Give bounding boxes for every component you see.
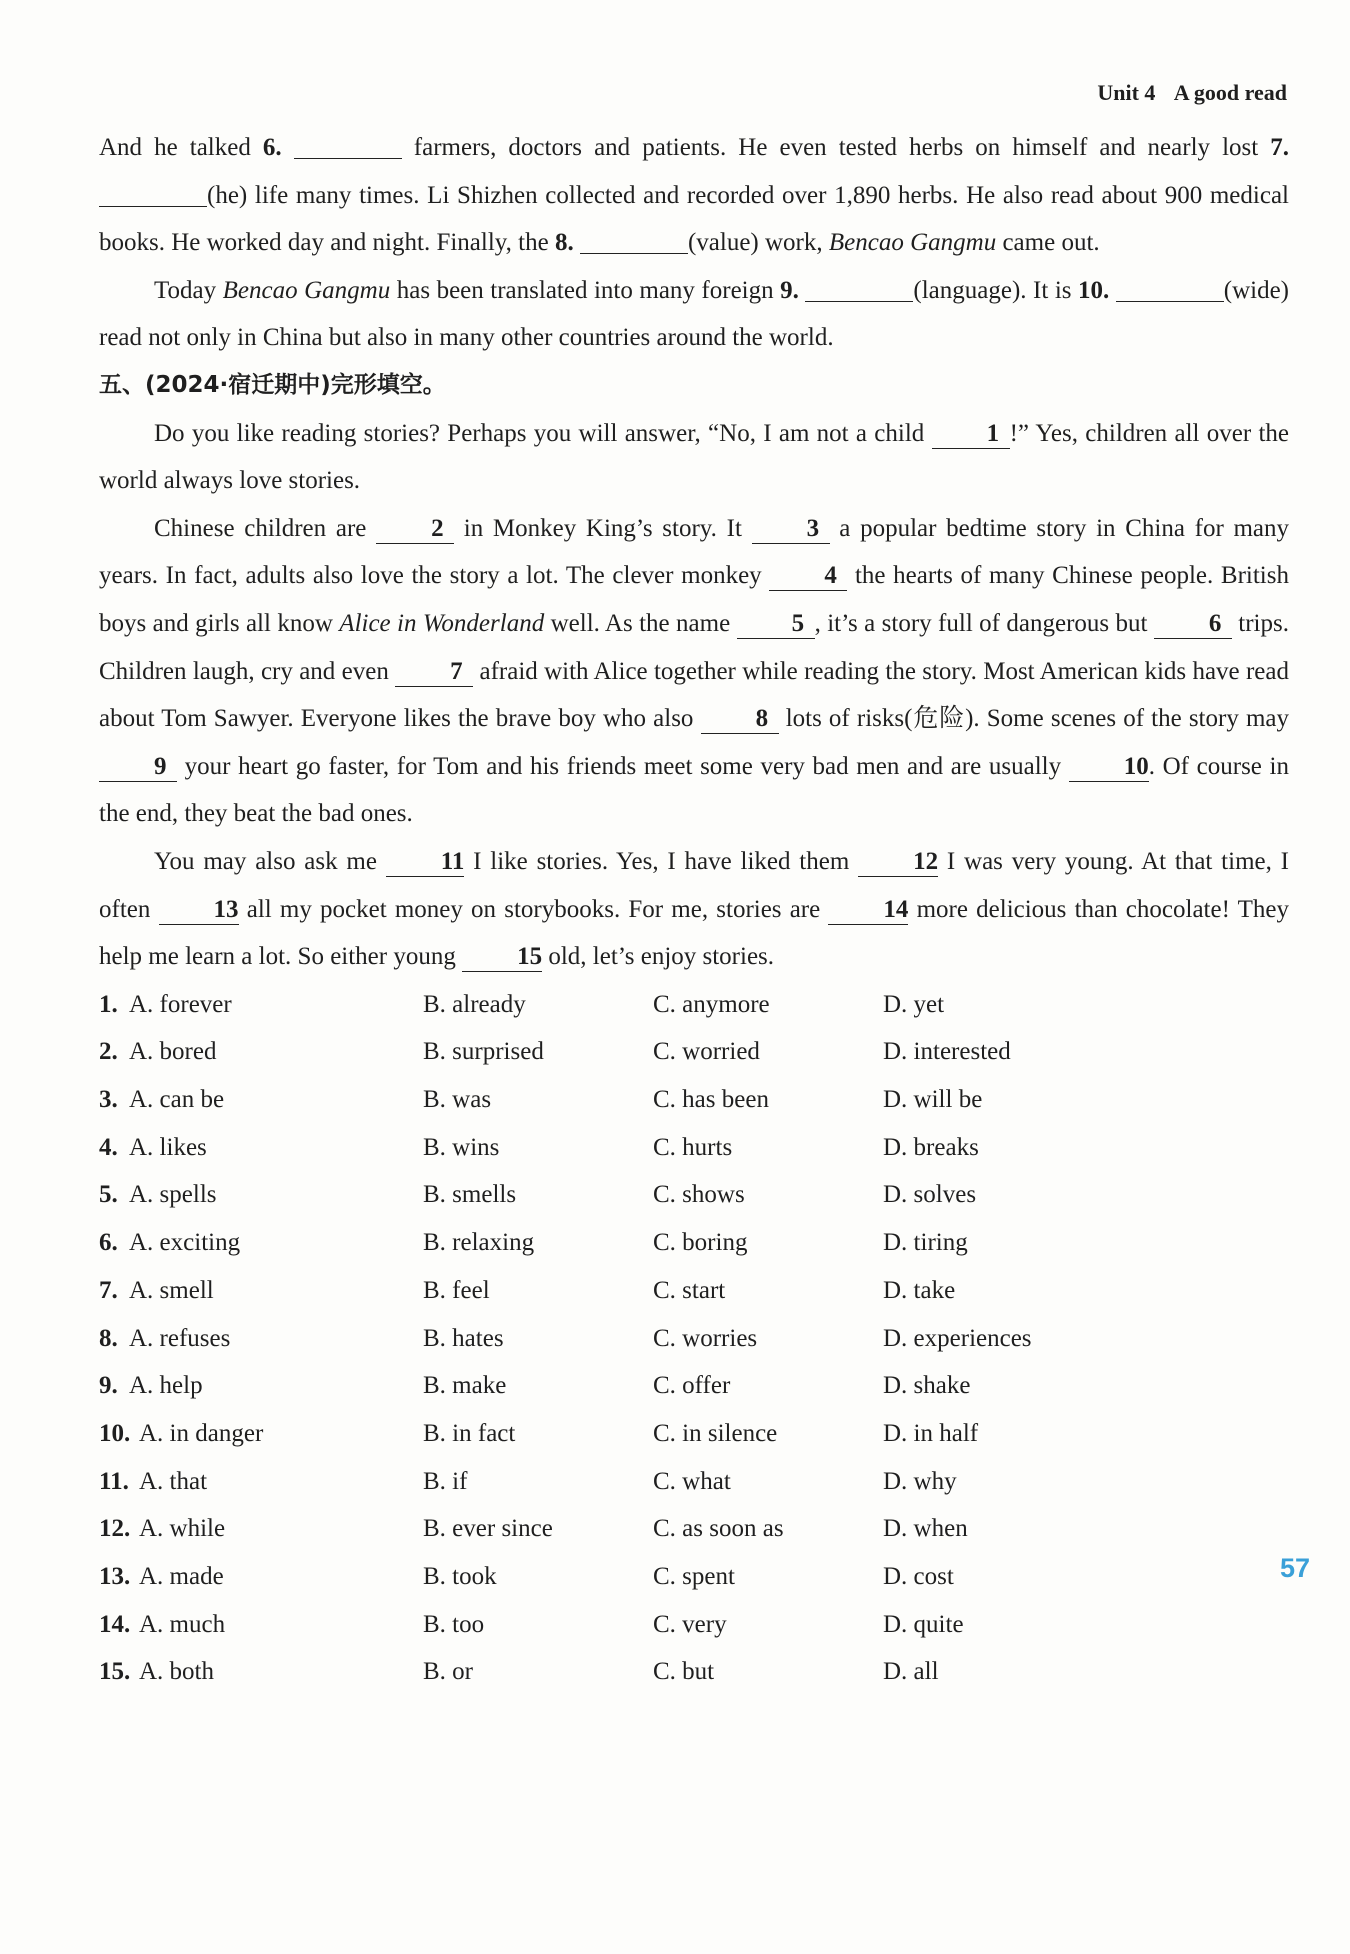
- question-number: 3.: [99, 1086, 118, 1114]
- text: . Of course in the end, they beat the bad ones.: [99, 752, 1289, 828]
- option-d[interactable]: D. cost: [883, 1562, 954, 1590]
- text: (he) life many times. Li Shizhen collected and recorded over 1,890 herbs. He also read about 900 medical books. He worked day and night. Finally, the: [99, 181, 1289, 257]
- option-a[interactable]: A. exciting: [129, 1229, 241, 1257]
- option-d[interactable]: D. solves: [883, 1181, 977, 1209]
- option-a[interactable]: A. spells: [129, 1181, 217, 1209]
- option-c[interactable]: C. what: [653, 1467, 731, 1495]
- cloze-paragraph-3: [99, 838, 1289, 981]
- option-row: [99, 1362, 1289, 1410]
- cloze-paragraph-1: [99, 410, 1289, 505]
- option-b[interactable]: B. relaxing: [423, 1229, 535, 1257]
- option-a[interactable]: A. bored: [129, 1038, 217, 1066]
- option-a[interactable]: A. both: [139, 1658, 214, 1686]
- option-c[interactable]: C. start: [653, 1276, 726, 1304]
- text: I like stories. Yes, I have liked them: [464, 847, 859, 875]
- cloze-blank[interactable]: 11: [386, 848, 465, 877]
- question-number: 10.: [1078, 276, 1110, 304]
- question-number: 9.: [780, 276, 799, 304]
- option-row: [99, 1553, 1289, 1601]
- text: your heart go faster, for Tom and his friends meet some very bad men and are usually: [177, 752, 1069, 780]
- cloze-blank[interactable]: 13: [159, 896, 239, 925]
- text: Do you like reading stories? Perhaps you will answer, “No, I am not a child: [154, 419, 932, 447]
- text: I was very young. At that time, I often: [99, 847, 1289, 923]
- question-number: 4.: [99, 1133, 118, 1161]
- text: (wide) read not only in China but also in many other countries around the world.: [99, 276, 1290, 352]
- answer-blank[interactable]: [1116, 277, 1224, 302]
- option-d[interactable]: D. experiences: [883, 1324, 1032, 1352]
- text: (value) work,: [687, 229, 829, 257]
- text: And he talked: [99, 134, 263, 161]
- text: afraid with Alice together while reading the story. Most American kids have read about Tom Sawyer. Everyone likes the brave boy who also: [99, 657, 1290, 733]
- option-c[interactable]: C. has been: [653, 1086, 769, 1114]
- page-content: [99, 124, 1289, 1696]
- fill-paragraph-1: [99, 124, 1289, 267]
- option-b[interactable]: B. ever since: [423, 1515, 553, 1543]
- question-number: 10.: [99, 1419, 131, 1447]
- option-a[interactable]: A. forever: [129, 990, 232, 1018]
- fill-paragraph-2: [99, 267, 1289, 362]
- section-title: 五、(2024·宿迁期中)完形填空。: [99, 371, 446, 398]
- cloze-blank[interactable]: 7: [395, 658, 473, 687]
- book-title: Alice in Wonderland: [339, 609, 545, 637]
- question-number: 5.: [99, 1181, 118, 1209]
- option-a[interactable]: A. can be: [129, 1086, 225, 1114]
- option-row: [99, 981, 1289, 1029]
- option-row: [99, 1648, 1289, 1696]
- option-b[interactable]: B. make: [423, 1372, 507, 1400]
- option-row: [99, 1458, 1289, 1506]
- option-b[interactable]: B. feel: [423, 1276, 490, 1304]
- option-row: [99, 1601, 1289, 1649]
- option-b[interactable]: B. smells: [423, 1181, 517, 1209]
- option-d[interactable]: D. breaks: [883, 1133, 979, 1161]
- question-number: 8.: [554, 229, 574, 257]
- option-a[interactable]: A. smell: [129, 1276, 214, 1304]
- text: a popular bedtime story in China for many years. In fact, adults also love the story a lot. The clever monkey: [99, 514, 1290, 590]
- option-c[interactable]: C. spent: [653, 1562, 735, 1590]
- text: in Monkey King’s story. It: [454, 514, 752, 542]
- page-header: [1097, 80, 1287, 106]
- question-number: 7.: [1270, 134, 1290, 161]
- option-d[interactable]: D. interested: [883, 1038, 1011, 1066]
- cloze-blank[interactable]: 5: [737, 610, 815, 639]
- cloze-blank[interactable]: 10: [1069, 753, 1149, 782]
- cloze-blank[interactable]: 3: [752, 515, 830, 544]
- option-c[interactable]: C. hurts: [653, 1133, 733, 1161]
- question-number: 15.: [99, 1658, 131, 1686]
- option-c[interactable]: C. anymore: [653, 990, 770, 1018]
- option-d[interactable]: D. quite: [883, 1610, 964, 1638]
- option-d[interactable]: D. take: [883, 1276, 956, 1304]
- option-b[interactable]: B. in fact: [423, 1419, 516, 1447]
- option-a[interactable]: A. refuses: [129, 1324, 231, 1352]
- option-d[interactable]: D. will be: [883, 1086, 983, 1114]
- options-list: [99, 981, 1289, 1696]
- option-b[interactable]: B. was: [423, 1086, 492, 1114]
- option-c[interactable]: C. as soon as: [653, 1515, 784, 1543]
- question-number: 7.: [99, 1276, 118, 1304]
- option-d[interactable]: D. when: [883, 1515, 968, 1543]
- option-row: [99, 1219, 1289, 1267]
- option-b[interactable]: B. already: [423, 990, 526, 1018]
- text: the hearts of many Chinese people. British boys and girls all know: [99, 562, 1289, 637]
- text: , it’s a story full of dangerous but: [814, 609, 1154, 637]
- book-title: Bencao Gangmu: [828, 229, 997, 257]
- text: farmers, doctors and patients. He even tested herbs on himself and nearly lost: [401, 134, 1271, 161]
- question-number: 14.: [99, 1610, 131, 1638]
- option-row: [99, 1028, 1289, 1076]
- text: You may also ask me: [154, 847, 386, 875]
- option-b[interactable]: B. hates: [423, 1324, 504, 1352]
- option-c[interactable]: C. boring: [653, 1229, 748, 1257]
- option-row: [99, 1124, 1289, 1172]
- question-number: 11.: [99, 1467, 129, 1495]
- question-number: 6.: [99, 1229, 118, 1257]
- cloze-blank[interactable]: 2: [376, 515, 454, 544]
- question-number: 9.: [99, 1372, 118, 1400]
- text: came out.: [996, 229, 1100, 257]
- option-row: [99, 1076, 1289, 1124]
- option-row: [99, 1315, 1289, 1363]
- answer-blank[interactable]: [805, 277, 913, 302]
- text: more delicious than chocolate! They help me learn a lot. So either young: [99, 895, 1289, 971]
- answer-blank[interactable]: [580, 229, 688, 254]
- option-d[interactable]: D. shake: [883, 1372, 971, 1400]
- option-row: [99, 1267, 1289, 1315]
- question-number: 1.: [99, 990, 118, 1018]
- option-b[interactable]: B. too: [423, 1610, 485, 1638]
- text: Chinese children are: [154, 514, 377, 542]
- cloze-blank[interactable]: 6: [1154, 610, 1232, 639]
- option-d[interactable]: D. in half: [883, 1419, 979, 1447]
- option-c[interactable]: C. worried: [653, 1038, 760, 1066]
- cloze-paragraph-2: [99, 505, 1289, 838]
- text: all my pocket money on storybooks. For me, stories are: [238, 895, 829, 923]
- question-number: 6.: [262, 134, 282, 161]
- page-number: 57: [1279, 1553, 1310, 1583]
- option-a[interactable]: A. that: [139, 1467, 208, 1495]
- cloze-blank[interactable]: 12: [858, 848, 938, 877]
- option-a[interactable]: A. while: [139, 1515, 226, 1543]
- option-a[interactable]: A. help: [129, 1372, 203, 1400]
- cloze-blank[interactable]: 14: [828, 896, 908, 925]
- option-b[interactable]: B. or: [423, 1658, 473, 1686]
- option-b[interactable]: B. surprised: [423, 1038, 544, 1066]
- option-a[interactable]: A. made: [139, 1562, 224, 1590]
- option-row: [99, 1410, 1289, 1458]
- option-c[interactable]: C. worries: [653, 1324, 758, 1352]
- option-b[interactable]: B. took: [423, 1562, 497, 1590]
- unit-label: Unit 4: [1097, 80, 1156, 105]
- book-title: Bencao Gangmu: [222, 276, 391, 304]
- question-number: 2.: [99, 1038, 118, 1066]
- option-row: [99, 1171, 1289, 1219]
- option-c[interactable]: C. in silence: [653, 1419, 778, 1447]
- option-d[interactable]: D. yet: [883, 990, 945, 1018]
- cloze-blank[interactable]: 15: [462, 943, 542, 972]
- cloze-blank[interactable]: 8: [701, 705, 779, 734]
- option-c[interactable]: C. very: [653, 1610, 727, 1638]
- text: lots of risks(危险). Some scenes of the story may: [778, 705, 1289, 733]
- answer-blank[interactable]: [99, 182, 207, 207]
- option-d[interactable]: D. all: [883, 1658, 939, 1686]
- option-c[interactable]: C. shows: [653, 1181, 745, 1209]
- text: Today: [154, 276, 223, 304]
- text: has been translated into many foreign: [390, 276, 781, 304]
- option-b[interactable]: B. wins: [423, 1133, 500, 1161]
- option-a[interactable]: A. much: [139, 1610, 226, 1638]
- text: (language). It is: [913, 276, 1078, 304]
- text: old, let’s enjoy stories.: [542, 943, 775, 971]
- question-number: 8.: [99, 1324, 118, 1352]
- question-number: 12.: [99, 1515, 131, 1543]
- answer-blank[interactable]: [294, 134, 402, 159]
- option-c[interactable]: C. offer: [653, 1372, 731, 1400]
- option-a[interactable]: A. in danger: [139, 1419, 264, 1447]
- option-a[interactable]: A. likes: [129, 1133, 207, 1161]
- option-b[interactable]: B. if: [423, 1467, 468, 1495]
- text: !” Yes, children all over the world always love stories.: [99, 419, 1289, 495]
- option-d[interactable]: D. why: [883, 1467, 957, 1495]
- option-c[interactable]: C. but: [653, 1658, 715, 1686]
- option-row: [99, 1505, 1289, 1553]
- option-d[interactable]: D. tiring: [883, 1229, 968, 1257]
- unit-title: A good read: [1173, 80, 1287, 105]
- text: trips. Children laugh, cry and even: [99, 609, 1289, 685]
- text: well. As the name: [544, 609, 737, 637]
- cloze-blank[interactable]: 9: [99, 753, 177, 782]
- cloze-blank[interactable]: 1: [932, 420, 1010, 449]
- question-number: 13.: [99, 1562, 131, 1590]
- cloze-blank[interactable]: 4: [769, 562, 847, 591]
